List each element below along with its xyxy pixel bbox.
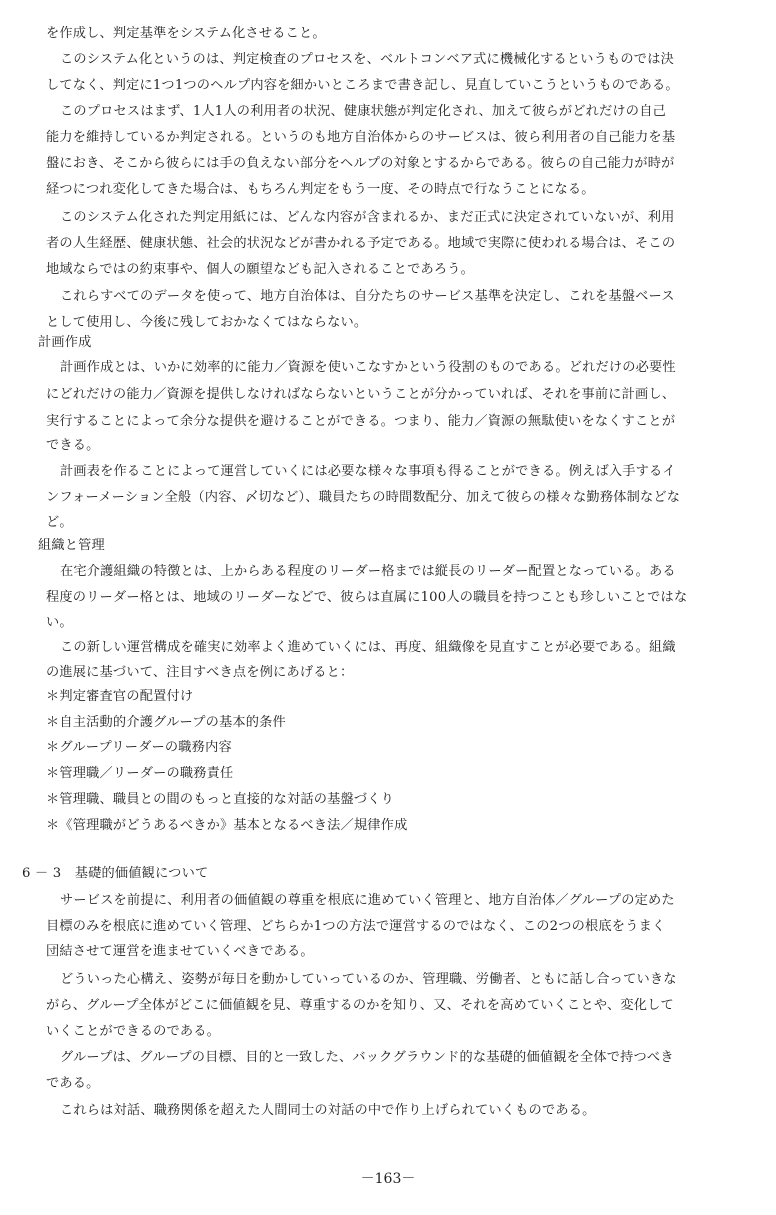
- text-line: 経つにつれ変化してきた場合は、もちろん判定をもう一度、その時点で行なうことになる。: [46, 182, 595, 197]
- text-line: ど。: [46, 515, 73, 530]
- text-line: の進展に基づいて、注目すべき点を例にあげると：: [46, 665, 354, 680]
- text-line: ＊管理職／リーダーの職務責任: [46, 766, 234, 781]
- text-line: である。: [46, 1076, 100, 1091]
- text-line: ＊自主活動的介護グループの基本的条件: [46, 715, 286, 730]
- text-line: 者の人生経歴、健康状態、社会的状況などが書かれる予定である。地域で実際に使われる場合は、そこの: [46, 236, 676, 251]
- text-line: い。: [46, 615, 73, 630]
- text-line: ＊判定審査官の配置付け: [46, 689, 194, 704]
- paragraph-first-line: この新しい運営構成を確実に効率よく進めていくには、再度、組織像を見直すことが必要である。組織: [60, 640, 676, 655]
- text-line: 程度のリーダー格とは、地域のリーダーなどで、彼らは直属に100人の職員を持つことも珍しいことではな: [46, 590, 688, 605]
- text-line: できる。: [46, 438, 100, 453]
- subheading: 計画作成: [38, 335, 92, 350]
- text-line: にどれだけの能力／資源を提供しなければならないということが分かっていれば、それを事前に計画し、: [46, 387, 676, 402]
- paragraph-first-line: これらは対話、職務関係を超えた人間同士の対話の中で作り上げられていくものである。: [60, 1103, 596, 1118]
- text-line: 盤におき、そこから彼らには手の負えない部分をヘルプの対象とするからである。彼らの自己能力が時が: [46, 156, 675, 171]
- text-line: を作成し、判定基準をシステム化させること。: [46, 26, 326, 41]
- text-line: 団結させて運営を進ませていくべきである。: [46, 944, 314, 959]
- paragraph-first-line: 在宅介護組織の特徴とは、上からある程度のリーダー格までは縦長のリーダー配置となっている。ある: [60, 564, 676, 579]
- subheading: 組織と管理: [38, 538, 105, 553]
- paragraph-first-line: 計画作成とは、いかに効率的に能力／資源を使いこなすかという役割のものである。どれだけの必要性: [60, 360, 676, 375]
- paragraph-first-line: 計画表を作ることによって運営していくには必要な様々な事項も得ることができる。例えば入手するイ: [60, 464, 676, 479]
- text-line: 実行することによって余分な提供を避けることができる。つまり、能力／資源の無駄使いをなくすことが: [46, 414, 676, 429]
- text-line: 目標のみを根底に進めていく管理、どちらか1つの方法で運営するのではなく、この2つの根底をうまく: [46, 919, 666, 934]
- paragraph-first-line: このプロセスはまず、1人1人の利用者の状況、健康状態が判定化され、加えて彼らがどれだけの自己: [60, 104, 666, 119]
- page-number: －163－: [360, 1171, 416, 1187]
- section-heading: 6 － 3 基礎的価値観について: [22, 866, 209, 881]
- text-line: ＊グループリーダーの職務内容: [46, 740, 232, 755]
- text-line: ＊管理職、職員との間のもっと直接的な対話の基盤づくり: [46, 792, 395, 807]
- paragraph-first-line: どういった心構え、姿勢が毎日を動かしていっているのか、管理職、労働者、ともに話し合っていきな: [60, 972, 677, 987]
- paragraph-first-line: これらすべてのデータを使って、地方自治体は、自分たちのサービス基準を決定し、これを基盤ベース: [60, 289, 675, 304]
- paragraph-first-line: グループは、グループの目標、目的と一致した、バックグラウンド的な基礎的価値観を全体で持つべき: [60, 1050, 674, 1065]
- text-line: ＊《管理職がどうあるべきか》基本となるべき法／規律作成: [46, 818, 408, 833]
- text-line: 能力を維持しているか判定される。というのも地方自治体からのサービスは、彼ら利用者の自己能力を基: [46, 130, 676, 145]
- text-line: 地域ならではの約束事や、個人の願望なども記入されることであろう。: [46, 262, 475, 277]
- text-line: がら、グループ全体がどこに価値観を見、尊重するのかを知り、又、それを高めていくことや、変化して: [46, 998, 674, 1013]
- paragraph-first-line: このシステム化というのは、判定検査のプロセスを、ベルトコンベア式に機械化するというものでは決: [60, 52, 674, 67]
- paragraph-first-line: サービスを前提に、利用者の価値観の尊重を根底に進めていく管理と、地方自治体／グループの定めた: [60, 893, 675, 908]
- text-line: いくことができるのである。: [46, 1024, 221, 1039]
- paragraph-first-line: このシステム化された判定用紙には、どんな内容が含まれるか、まだ正式に決定されていないが、利用: [60, 210, 675, 225]
- text-line: してなく、判定に1つ1つのヘルプ内容を細かいところまで書き記し、見直していこうというものである。: [46, 78, 679, 93]
- text-line: ンフォーメーション全般（内容、〆切など）、職員たちの時間数配分、加えて彼らの様々な勤務体制などな: [46, 490, 681, 505]
- text-line: として使用し、今後に残しておかなくてはならない。: [46, 315, 368, 330]
